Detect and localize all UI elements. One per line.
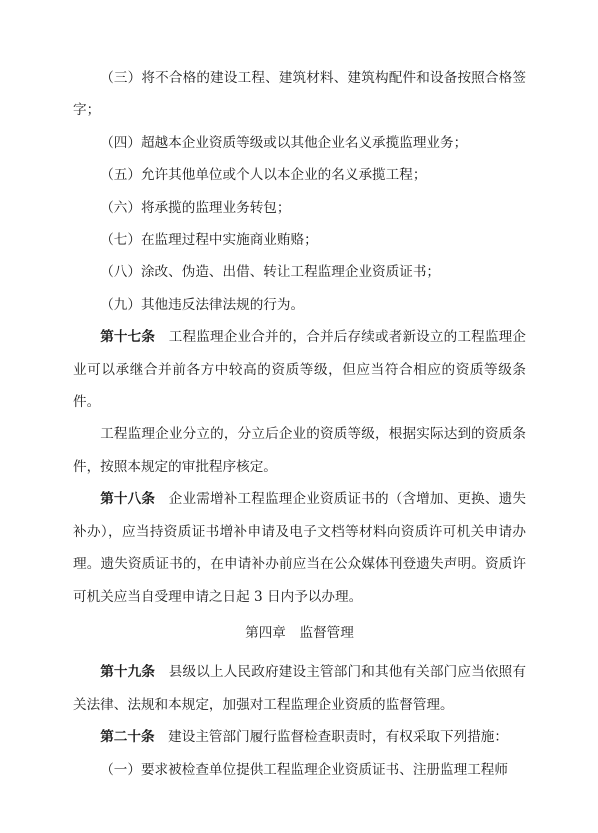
- article-17-paragraph-2: 工程监理企业分立的，分立后企业的资质等级，根据实际达到的资质条件，按照本规定的审批程序核定。: [73, 426, 526, 475]
- list-item: （三）将不合格的建设工程、建筑材料、建筑构配件和设备按照合格签字；: [73, 70, 526, 119]
- article-20: [73, 721, 526, 753]
- article-number: 第二十条: [100, 729, 155, 746]
- article-19: [73, 656, 526, 721]
- list-item: （八）涂改、伪造、出借、转让工程监理企业资质证书；: [100, 264, 441, 281]
- article-number: 第十七条: [100, 329, 156, 346]
- list-item: （四）超越本企业资质等级或以其他企业名义承揽监理业务；: [100, 134, 468, 151]
- article-18: [73, 483, 526, 613]
- article-number: 第十八条: [100, 491, 156, 508]
- list-item: （一）要求被检查单位提供工程监理企业资质证书、注册监理工程师: [100, 761, 508, 778]
- list-item: （七）在监理过程中实施商业贿赂；: [100, 232, 318, 249]
- article-text: 工程监理企业合并的，合并后存续或者新设立的工程监理企业可以承继合并前各方中较高的资质等级，但应当符合相应的资质等级条件。: [73, 329, 526, 411]
- list-item: （九）其他违反法律法规的行为。: [100, 296, 305, 313]
- article-17: [73, 321, 526, 418]
- article-text: 建设主管部门履行监督检查职责时，有权采取下列措施：: [168, 729, 508, 746]
- chapter-heading: 第四章 监督管理: [245, 624, 354, 641]
- article-text: 县级以上人民政府建设主管部门和其他有关部门应当依照有关法律、法规和本规定，加强对工程监理企业资质的监督管理。: [73, 664, 526, 713]
- article-text: 企业需增补工程监理企业资质证书的（含增加、更换、遗失补办），应当持资质证书增补申请及电子文档等材料向资质许可机关申请办理。遗失资质证书的，在申请补办前应当在公众媒体刊登遗失声明。资质许可机关应当自受理申请之日起 3 日内予以办理。: [73, 491, 526, 605]
- article-number: 第十九条: [100, 664, 156, 681]
- list-item: （五）允许其他单位或个人以本企业的名义承揽工程；: [100, 167, 427, 184]
- list-item: （六）将承揽的监理业务转包；: [100, 199, 291, 216]
